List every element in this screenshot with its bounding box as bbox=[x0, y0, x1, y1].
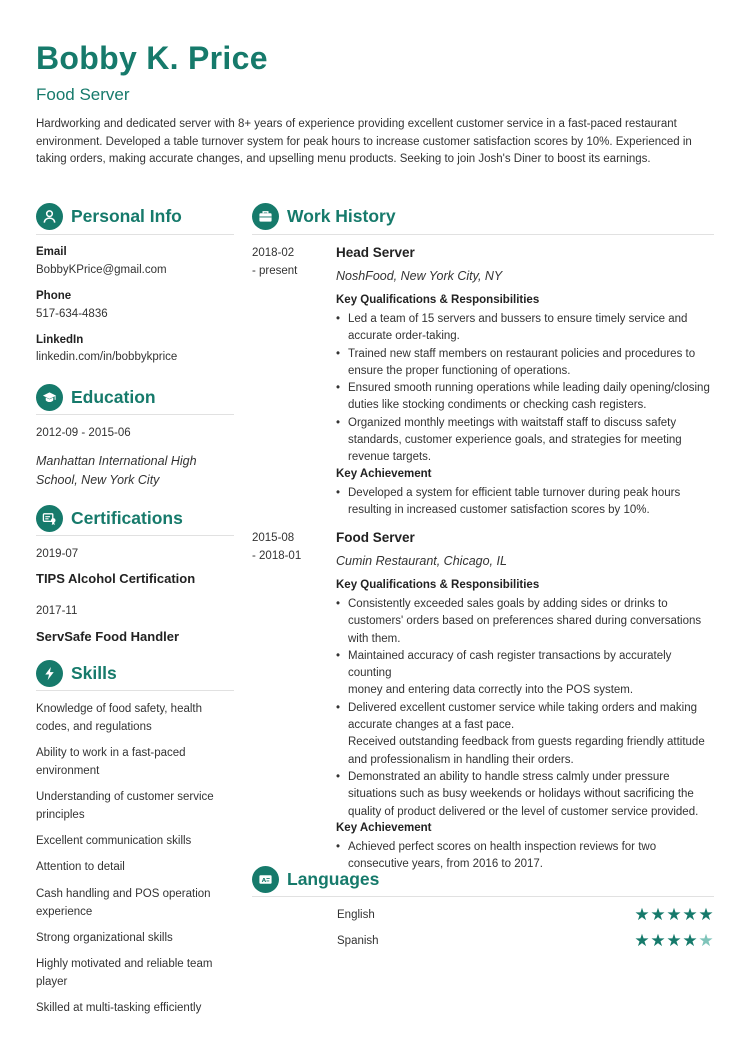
education-heading bbox=[36, 384, 156, 411]
star-filled-icon: ★ bbox=[666, 905, 682, 924]
briefcase-icon bbox=[252, 203, 279, 230]
work-history-title: Work History bbox=[287, 206, 396, 226]
language-name: English bbox=[337, 909, 375, 921]
star-filled-icon: ★ bbox=[682, 931, 698, 950]
job-title: Food Server bbox=[336, 530, 415, 545]
skill-item: Highly motivated and reliable team player bbox=[36, 958, 213, 988]
divider bbox=[252, 896, 714, 897]
list-item: • Consistently exceeded sales goals by adding sides or drinks to customers' orders based on preferences shared during conversations with them. bbox=[336, 596, 716, 648]
personal-info-title: Personal Info bbox=[71, 206, 182, 226]
skill-item: Strong organizational skills bbox=[36, 932, 173, 944]
email-value: BobbyKPrice@gmail.com bbox=[36, 264, 167, 276]
job-dates: 2015-08 - 2018-01 bbox=[252, 532, 302, 562]
summary: Hardworking and dedicated server with 8+ years of experience providing excellent customer service in a fast-paced restaurant environment. Developed a table turnover system for peak hours to increase customer satisfaction scores by 10%. Experienced in taking orders, making accurate changes, and upselling menu products. Seeking to join Josh's Diner to boost its earnings. bbox=[36, 118, 692, 165]
job-dates: 2018-02 - present bbox=[252, 247, 298, 277]
star-empty-icon: ★ bbox=[698, 931, 714, 950]
list-item: • Achieved perfect scores on health inspection reviews for two consecutive years, from 2016 to 2017. bbox=[336, 839, 716, 874]
list-item: • Organized monthly meetings with waitstaff staff to discuss safety standards, customer experience goals, and strategies for meeting revenue targets. bbox=[336, 415, 716, 467]
responsibility-list bbox=[336, 311, 716, 467]
list-item: • Trained new staff members on restaurant policies and procedures to ensure the proper functioning of operations. bbox=[336, 346, 716, 381]
language-name: Spanish bbox=[337, 935, 379, 947]
achievement-label: Key Achievement bbox=[336, 467, 432, 480]
education-dates: 2012-09 - 2015-06 bbox=[36, 427, 131, 439]
graduation-cap-icon bbox=[36, 384, 63, 411]
phone-label: Phone bbox=[36, 290, 72, 302]
cert-name: TIPS Alcohol Certification bbox=[36, 571, 196, 586]
achievement-label: Key Achievement bbox=[336, 821, 432, 834]
skill-item: Knowledge of food safety, health codes, and regulations bbox=[36, 703, 203, 733]
list-item: • Ensured smooth running operations while leading daily opening/closing duties like stocking condiments or checking cash registers. bbox=[336, 380, 716, 415]
certificate-icon bbox=[36, 505, 63, 532]
linkedin-value: linkedin.com/in/bobbykprice bbox=[36, 351, 178, 363]
divider bbox=[252, 234, 714, 235]
qualifications-label: Key Qualifications & Responsibilities bbox=[336, 579, 540, 591]
school-name-line1: Manhattan International High bbox=[36, 454, 197, 468]
divider bbox=[36, 414, 234, 415]
candidate-title: Food Server bbox=[36, 85, 130, 104]
skill-item: Attention to detail bbox=[36, 861, 125, 873]
job-title: Head Server bbox=[336, 245, 415, 260]
divider bbox=[36, 690, 234, 691]
phone-value: 517-634-4836 bbox=[36, 308, 108, 320]
cert-date: 2019-07 bbox=[36, 548, 79, 560]
skill-item: Ability to work in a fast-paced environment bbox=[36, 747, 186, 777]
lightning-icon bbox=[36, 660, 63, 687]
skills-title: Skills bbox=[71, 663, 117, 683]
language-rating bbox=[634, 906, 714, 923]
svg-text:A: A bbox=[261, 877, 267, 884]
list-item: • Demonstrated an ability to handle stress calmly under pressure situations such as busy weekends or holidays without sacrificing the quality of product delivered or the level of customer service provided. bbox=[336, 769, 716, 821]
education-title: Education bbox=[71, 387, 156, 407]
job-company: NoshFood, New York City, NY bbox=[336, 269, 503, 283]
person-icon bbox=[36, 203, 63, 230]
certifications-title: Certifications bbox=[71, 508, 183, 528]
star-filled-icon: ★ bbox=[698, 905, 714, 924]
achievement-list bbox=[336, 485, 716, 520]
achievement-list bbox=[336, 839, 716, 874]
linkedin-label: LinkedIn bbox=[36, 334, 84, 346]
job-entry bbox=[336, 245, 716, 519]
list-item: • Led a team of 15 servers and bussers to ensure timely service and accurate order-taking. bbox=[336, 311, 716, 346]
divider bbox=[36, 234, 234, 235]
skill-item: Understanding of customer service principles bbox=[36, 791, 214, 821]
star-filled-icon: ★ bbox=[682, 905, 698, 924]
email-label: Email bbox=[36, 246, 67, 258]
school-name-line2: School, New York City bbox=[36, 473, 160, 487]
divider bbox=[36, 535, 234, 536]
star-filled-icon: ★ bbox=[634, 905, 650, 924]
responsibility-list bbox=[336, 596, 716, 821]
candidate-name: Bobby K. Price bbox=[36, 40, 268, 76]
skills-heading bbox=[36, 660, 117, 687]
languages-title: Languages bbox=[287, 869, 380, 889]
personal-info-heading bbox=[36, 203, 182, 230]
cert-name: ServSafe Food Handler bbox=[36, 629, 180, 644]
skill-item: Cash handling and POS operation experience bbox=[36, 888, 211, 918]
certifications-heading bbox=[36, 505, 183, 532]
skill-item: Skilled at multi-tasking efficiently bbox=[36, 1002, 202, 1014]
star-filled-icon: ★ bbox=[650, 905, 666, 924]
star-filled-icon: ★ bbox=[634, 931, 650, 950]
job-company: Cumin Restaurant, Chicago, IL bbox=[336, 554, 507, 568]
list-item: • Maintained accuracy of cash register transactions by accurately counting money and entering data correctly into the POS system. bbox=[336, 648, 716, 700]
languages-heading bbox=[252, 866, 379, 893]
qualifications-label: Key Qualifications & Responsibilities bbox=[336, 294, 540, 306]
job-entry bbox=[336, 530, 716, 873]
star-filled-icon: ★ bbox=[666, 931, 682, 950]
cert-date: 2017-11 bbox=[36, 605, 78, 617]
work-history-heading bbox=[252, 203, 396, 230]
language-card-icon bbox=[252, 866, 279, 893]
list-item: • Delivered excellent customer service while taking orders and making accurate changes at a fast pace. Received outstanding feedback from guests regarding friendly attitude and professionalism in handling their orders. bbox=[336, 700, 716, 769]
skill-item: Excellent communication skills bbox=[36, 835, 192, 847]
language-rating bbox=[634, 932, 714, 949]
star-filled-icon: ★ bbox=[650, 931, 666, 950]
list-item: • Developed a system for efficient table turnover during peak hours resulting in increased customer satisfaction scores by 10%. bbox=[336, 485, 716, 520]
